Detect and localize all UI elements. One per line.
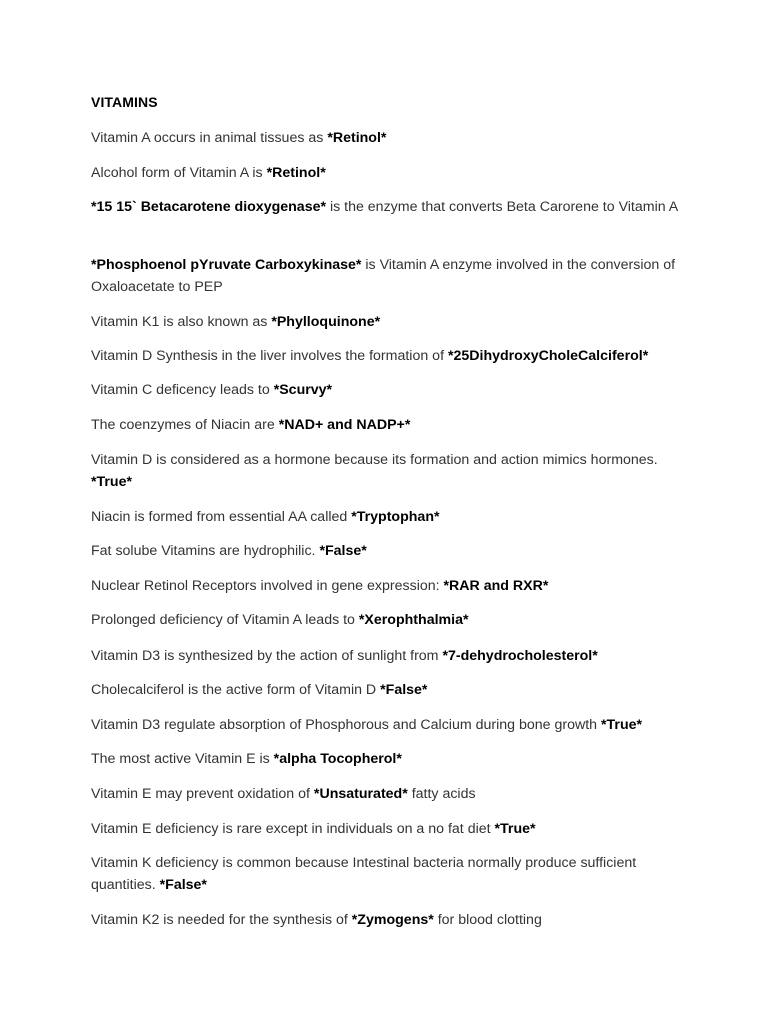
paragraph-line: [91, 609, 691, 631]
answer-text: *Phylloquinone*: [271, 314, 381, 330]
paragraph-line: [91, 345, 691, 367]
answer-text: *Retinol*: [327, 130, 387, 146]
question-text: Vitamin K1 is also known as: [91, 314, 272, 330]
document-title: VITAMINS: [91, 94, 158, 110]
question-text: Nuclear Retinol Receptors involved in gene expression:: [91, 578, 444, 594]
paragraph-line: [91, 254, 691, 298]
question-text: Vitamin D is considered as a hormone because its formation and action mimics hormones.: [91, 452, 658, 468]
question-text: fatty acids: [407, 786, 476, 802]
paragraph-line: [91, 162, 691, 184]
question-text: Vitamin K2 is needed for the synthesis of: [91, 912, 352, 928]
answer-text: *False*: [159, 877, 207, 893]
answer-text: *Phosphoenol pYruvate Carboxykinase*: [91, 257, 362, 273]
question-text: is the enzyme that converts Beta Carorene to Vitamin A: [326, 199, 679, 215]
paragraph-line: [91, 909, 691, 931]
paragraph-line: [91, 783, 691, 805]
answer-text: *7-dehydrocholesterol*: [442, 648, 598, 664]
question-text: Niacin is formed from essential AA called: [91, 509, 352, 525]
question-text: Vitamin E deficiency is rare except in individuals on a no fat diet: [91, 821, 495, 837]
answer-text: *NAD+ and NADP+*: [278, 417, 411, 433]
paragraph-line: [91, 714, 691, 736]
paragraph-line: [91, 748, 691, 770]
answer-text: *Scurvy*: [273, 382, 333, 398]
answer-text: *alpha Tocopherol*: [273, 751, 402, 767]
paragraph-line: [91, 540, 691, 562]
paragraph-line: [91, 645, 691, 667]
paragraph-line: [91, 379, 691, 401]
question-text: The most active Vitamin E is: [91, 751, 274, 767]
question-text: Prolonged deficiency of Vitamin A leads to: [91, 612, 359, 628]
paragraph-line: [91, 311, 691, 333]
answer-text: *Zymogens*: [351, 912, 434, 928]
question-text: Alcohol form of Vitamin A is: [91, 165, 267, 181]
paragraph-line: [91, 449, 691, 493]
paragraph-line: [91, 414, 691, 436]
answer-text: *Tryptophan*: [351, 509, 440, 525]
answer-text: *15 15` Betacarotene dioxygenase*: [91, 199, 326, 215]
answer-text: *True*: [601, 717, 643, 733]
question-text: The coenzymes of Niacin are: [91, 417, 279, 433]
answer-text: *False*: [380, 682, 428, 698]
question-text: Vitamin E may prevent oxidation of: [91, 786, 314, 802]
question-text: Vitamin D Synthesis in the liver involves the formation of: [91, 348, 448, 364]
question-text: Vitamin A occurs in animal tissues as: [91, 130, 328, 146]
answer-text: *Xerophthalmia*: [358, 612, 469, 628]
question-text: is Vitamin A enzyme involved in the conversion of Oxaloacetate to PEP: [91, 257, 676, 295]
answer-text: *25DihydroxyCholeCalciferol*: [447, 348, 649, 364]
question-text: Vitamin C deficency leads to: [91, 382, 274, 398]
paragraph-line: [91, 127, 691, 149]
question-text: Fat solube Vitamins are hydrophilic.: [91, 543, 320, 559]
answer-text: *RAR and RXR*: [443, 578, 549, 594]
question-text: for blood clotting: [433, 912, 542, 928]
answer-text: *False*: [319, 543, 367, 559]
paragraph-line: [91, 575, 691, 597]
paragraph-line: [91, 852, 691, 896]
paragraph-line: [91, 679, 691, 701]
answer-text: *Unsaturated*: [313, 786, 408, 802]
question-text: Vitamin D3 regulate absorption of Phosphorous and Calcium during bone growth: [91, 717, 602, 733]
answer-text: *Retinol*: [266, 165, 326, 181]
answer-text: *True*: [91, 474, 133, 490]
question-text: Cholecalciferol is the active form of Vitamin D: [91, 682, 381, 698]
paragraph-line: [91, 818, 691, 840]
paragraph-line: [91, 506, 691, 528]
question-text: Vitamin K deficiency is common because Intestinal bacteria normally produce sufficient quantities.: [91, 855, 637, 893]
paragraph-line: [91, 196, 691, 218]
answer-text: *True*: [494, 821, 536, 837]
question-text: Vitamin D3 is synthesized by the action of sunlight from: [91, 648, 443, 664]
